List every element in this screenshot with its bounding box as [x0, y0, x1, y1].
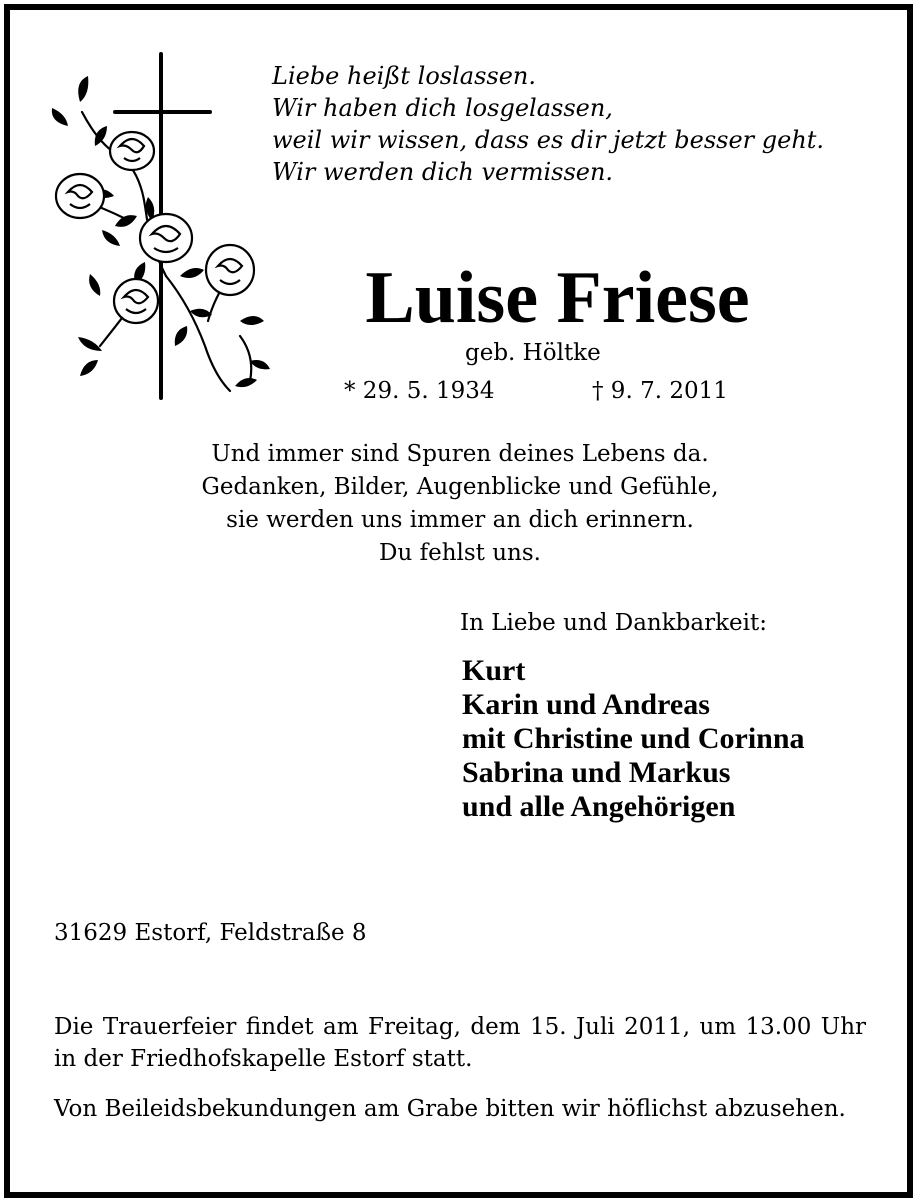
verse-line: sie werden uns immer an dich erinnern. [226, 507, 694, 533]
mourner-name: Sabrina und Markus [462, 756, 731, 789]
verse-line: Du fehlst uns. [379, 540, 541, 566]
mourner-name: mit Christine und Corinna [462, 722, 805, 755]
deceased-name: Luise Friese [365, 257, 750, 339]
mourner-name: Karin und Andreas [462, 688, 710, 721]
memorial-verse [110, 438, 810, 570]
cross-with-roses-icon [40, 46, 280, 406]
poem-line: weil wir wissen, dass es dir jetzt besser geht. [272, 126, 825, 154]
mourners-intro: In Liebe und Dankbarkeit: [460, 610, 767, 636]
poem-line: Wir haben dich losgelassen, [272, 94, 613, 122]
funeral-service-notice: Die Trauerfeier findet am Freitag, dem 15. Juli 2011, um 13.00 Uhr in der Friedhofskapelle Estorf statt. [54, 1014, 866, 1072]
mourners-list [462, 654, 805, 824]
verse-line: Und immer sind Spuren deines Lebens da. [211, 441, 709, 467]
obituary-notice [4, 4, 913, 1198]
birth-date: * 29. 5. 1934 [344, 378, 495, 404]
verse-line: Gedanken, Bilder, Augenblicke und Gefühle, [201, 474, 719, 500]
mourner-name: und alle Angehörigen [462, 790, 736, 823]
condolence-notice: Von Beileidsbekundungen am Grabe bitten wir höflichst abzusehen. [54, 1096, 846, 1122]
poem-line: Liebe heißt loslassen. [272, 62, 536, 90]
mourner-name: Kurt [462, 654, 526, 687]
poem-line: Wir werden dich vermissen. [272, 158, 614, 186]
family-address: 31629 Estorf, Feldstraße 8 [54, 920, 367, 946]
death-date: † 9. 7. 2011 [592, 378, 728, 404]
maiden-name: geb. Höltke [465, 340, 601, 366]
poem [272, 60, 892, 188]
